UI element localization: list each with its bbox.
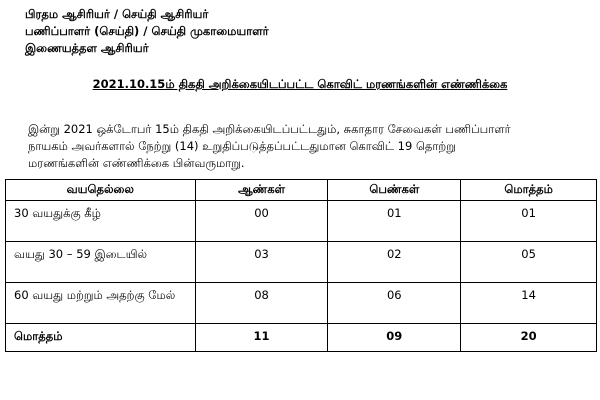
age-range-cell: 60 வயது மற்றும் அதற்கு மேல்	[6, 283, 196, 324]
grand-total-cell: 20	[461, 324, 597, 352]
deaths-table	[5, 179, 597, 352]
paragraph-line: நாயகம் அவர்களால் நேற்று (14) உறுதிப்படுத்தப்பட்டதுமான கொவிட் 19 தொற்று	[28, 139, 456, 153]
male-total-cell: 11	[195, 324, 328, 352]
table-row	[6, 242, 597, 283]
recipient-line-editor: பிரதம ஆசிரியர் / செய்தி ஆசிரியர்	[25, 7, 209, 21]
male-count-cell: 08	[195, 283, 328, 324]
intro-paragraph	[28, 121, 573, 172]
column-header-male: ஆண்கள்	[195, 180, 328, 201]
column-header-total: மொத்தம்	[461, 180, 597, 201]
heading-text: 2021.10.15ம் திகதி அறிக்கையிடப்பட்ட கொவிட் மரணங்களின் எண்ணிக்கை	[92, 77, 508, 91]
total-count-cell: 01	[461, 201, 597, 242]
total-count-cell: 14	[461, 283, 597, 324]
female-count-cell: 02	[328, 242, 461, 283]
female-count-cell: 06	[328, 283, 461, 324]
table-row	[6, 201, 597, 242]
paragraph-line: இன்று 2021 ஒக்டோபர் 15ம் திகதி அறிக்கையிடப்பட்டதும், சுகாதார சேவைகள் பணிப்பாளர்	[28, 122, 511, 136]
total-count-cell: 05	[461, 242, 597, 283]
male-count-cell: 00	[195, 201, 328, 242]
paragraph-line: மரணங்களின் எண்ணிக்கை பின்வருமாறு.	[28, 156, 245, 170]
document-heading	[0, 77, 600, 93]
recipient-line-director: பணிப்பாளர் (செய்தி) / செய்தி முகாமையாளர்	[25, 24, 269, 38]
column-header-age-range: வயதெல்லை	[6, 180, 196, 201]
female-total-cell: 09	[328, 324, 461, 352]
total-label-cell: மொத்தம்	[6, 324, 196, 352]
recipient-line-web-editor: இணையத்தள ஆசிரியர்	[25, 41, 149, 55]
recipient-header	[25, 6, 269, 57]
female-count-cell: 01	[328, 201, 461, 242]
table-total-row	[6, 324, 597, 352]
column-header-female: பெண்கள்	[328, 180, 461, 201]
age-range-cell: வயது 30 – 59 இடையில்	[6, 242, 196, 283]
table-header-row	[6, 180, 597, 201]
table-row	[6, 283, 597, 324]
age-range-cell: 30 வயதுக்கு கீழ்	[6, 201, 196, 242]
male-count-cell: 03	[195, 242, 328, 283]
